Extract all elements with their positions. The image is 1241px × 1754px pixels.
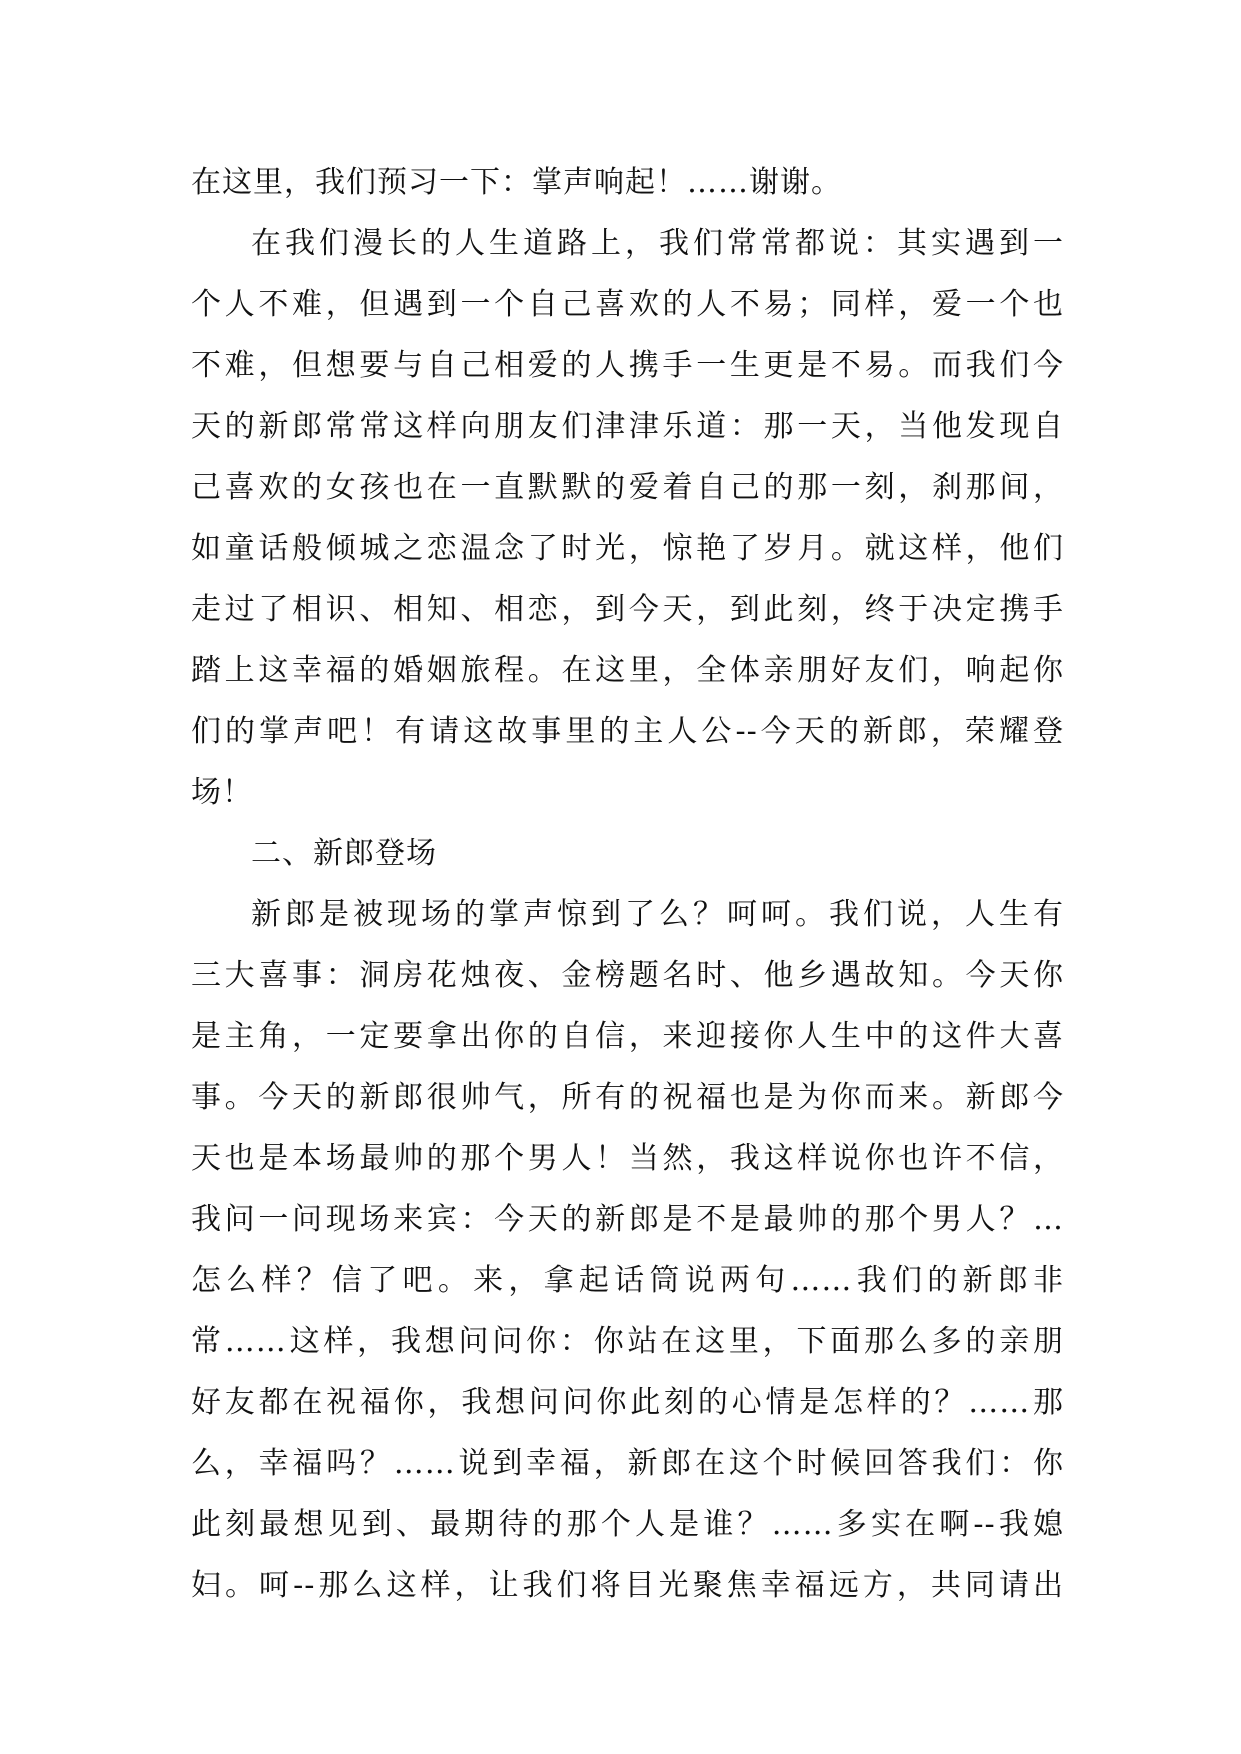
text-line: 走过了相识、相知、相恋，到今天，到此刻，终于决定携手: [191, 592, 1064, 627]
text-line: 踏上这幸福的婚姻旅程。在这里，全体亲朋好友们，响起你: [191, 653, 1064, 688]
text-line: 不难，但想要与自己相爱的人携手一生更是不易。而我们今: [191, 348, 1064, 383]
text-line: 此刻最想见到、最期待的那个人是谁？……多实在啊--我媳: [191, 1507, 1064, 1542]
text-line: 我问一问现场来宾：今天的新郎是不是最帅的那个男人？…: [191, 1202, 1064, 1237]
text-line: 么，幸福吗？……说到幸福，新郎在这个时候回答我们：你: [191, 1446, 1064, 1481]
text-line: 常……这样，我想问问你：你站在这里，下面那么多的亲朋: [191, 1324, 1064, 1359]
text-line: 己喜欢的女孩也在一直默默的爱着自己的那一刻，刹那间，: [191, 470, 1064, 505]
section-heading: 二、新郎登场: [251, 836, 437, 871]
paragraph-first-line: 新郎是被现场的掌声惊到了么？呵呵。我们说，人生有: [251, 897, 1064, 932]
text-line: 们的掌声吧！有请这故事里的主人公--今天的新郎，荣耀登: [191, 714, 1064, 749]
text-line: 事。今天的新郎很帅气，所有的祝福也是为你而来。新郎今: [191, 1080, 1064, 1115]
text-line: 如童话般倾城之恋温念了时光，惊艳了岁月。就这样，他们: [191, 531, 1064, 566]
text-line: 妇。呵--那么这样，让我们将目光聚焦幸福远方，共同请出: [191, 1568, 1064, 1603]
text-line: 三大喜事：洞房花烛夜、金榜题名时、他乡遇故知。今天你: [191, 958, 1064, 993]
text-line: 个人不难，但遇到一个自己喜欢的人不易；同样，爱一个也: [191, 287, 1064, 322]
text-line: 天也是本场最帅的那个男人！当然，我这样说你也许不信，: [191, 1141, 1064, 1176]
text-line: 在这里，我们预习一下：掌声响起！……谢谢。: [191, 165, 842, 200]
document-page: [191, 152, 1064, 1616]
text-line: 天的新郎常常这样向朋友们津津乐道：那一天，当他发现自: [191, 409, 1064, 444]
text-line: 好友都在祝福你，我想问问你此刻的心情是怎样的？……那: [191, 1385, 1064, 1420]
text-line: 是主角，一定要拿出你的自信，来迎接你人生中的这件大喜: [191, 1019, 1064, 1054]
text-line: 场！: [191, 775, 253, 810]
paragraph-first-line: 在我们漫长的人生道路上，我们常常都说：其实遇到一: [251, 226, 1064, 261]
text-line: 怎么样？信了吧。来，拿起话筒说两句……我们的新郎非: [191, 1263, 1064, 1298]
